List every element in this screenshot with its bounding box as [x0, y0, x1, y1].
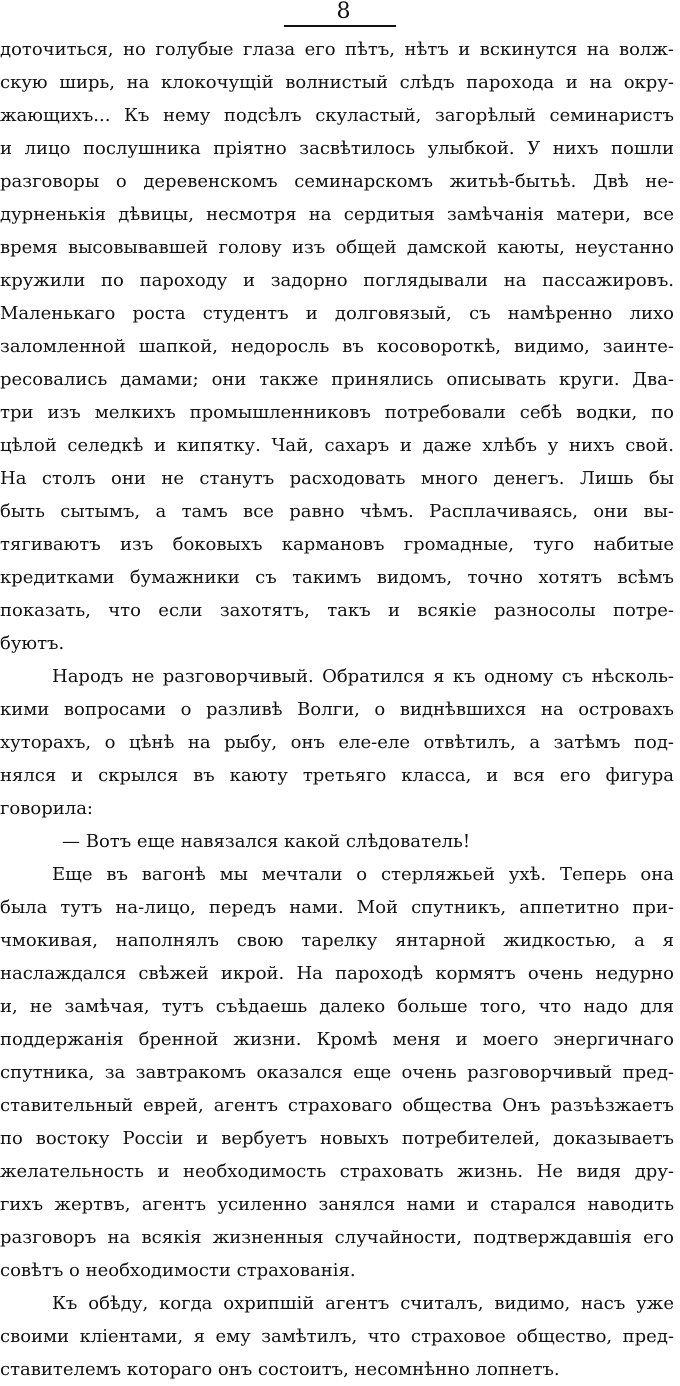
text-line: быть сытымъ, а тамъ все равно чѣмъ. Расплачиваясь, они вы-: [0, 501, 674, 522]
text-line: желательность и необходимость страховать жизнь. Не видя дру-: [0, 1161, 674, 1182]
text-line: и лицо послушника пріятно засвѣтилось улыбкой. У нихъ пошли: [0, 138, 674, 159]
text-line: совѣтъ о необходимости страхованія.: [0, 1260, 356, 1281]
text-line: кредитками бумажники съ такимъ видомъ, точно хотятъ всѣмъ: [0, 567, 674, 588]
text-line: кими вопросами о разливѣ Волги, о виднѣвшихся на островахъ: [0, 699, 674, 720]
text-line: гихъ жертвъ, агентъ усиленно занялся нами и старался наводить: [0, 1194, 674, 1215]
text-line: три изъ мелкихъ промышленниковъ потребовали себѣ водки, по: [0, 402, 674, 423]
text-line: ставительный еврей, агентъ страховаго общества Онъ разъѣзжаетъ: [0, 1095, 674, 1116]
page-number: 8: [336, 0, 352, 24]
text-line: цѣлой селедкѣ и кипятку. Чай, сахаръ и даже хлѣбъ у нихъ свой.: [0, 435, 674, 456]
header-rule: [284, 25, 396, 27]
text-line: Къ обѣду, когда охрипшій агентъ считалъ, видимо, насъ уже: [52, 1293, 674, 1314]
text-line: ставителемъ котораго онъ состоитъ, несомнѣнно лопнетъ.: [0, 1359, 560, 1380]
text-line: ресовались дамами; они также принялись описывать круги. Два-: [0, 369, 674, 390]
text-line: жающихъ... Къ нему подсѣлъ скуластый, загорѣлый семинаристъ: [0, 105, 674, 126]
body-text: [0, 33, 674, 1386]
text-line: тягиваютъ изъ боковыхъ кармановъ громадные, туго набитые: [0, 534, 674, 555]
text-line: и, не замѣчая, тутъ съѣдаешь далеко больше того, что надо для: [0, 996, 674, 1017]
text-line: дурненькія дѣвицы, несмотря на сердитыя замѣчанія матери, все: [0, 204, 674, 225]
text-line: Маленькаго роста студентъ и долговязый, съ намѣренно лихо: [0, 303, 674, 324]
text-line: кружили по пароходу и задорно поглядывали на пассажировъ.: [0, 270, 674, 291]
text-line: разговоръ на всякія жизненныя случайности, подтверждавшія его: [0, 1227, 674, 1248]
text-line: разговоры о деревенскомъ семинарскомъ житьѣ-бытьѣ. Двѣ не-: [0, 171, 674, 192]
text-line: Еще въ вагонѣ мы мечтали о стерляжьей ухѣ. Теперь она: [52, 864, 674, 885]
text-line: была тутъ на-лицо, передъ нами. Мой спутникъ, аппетитно при-: [0, 897, 674, 918]
text-line: поддержанія бренной жизни. Кромѣ меня и моего энергичнаго: [0, 1029, 674, 1050]
text-line: хуторахъ, о цѣнѣ на рыбу, онъ еле-еле отвѣтилъ, а затѣмъ под-: [0, 732, 674, 753]
dialogue-line: — Вотъ еще навязался какой слѣдователь!: [62, 831, 471, 852]
text-line: доточиться, но голубые глаза его пѣтъ, нѣтъ и вскинутся на волж-: [0, 39, 674, 60]
text-line: показать, что если захотятъ, такъ и всякіе разносолы потре-: [0, 600, 674, 621]
text-line: по востоку Россіи и вербуетъ новыхъ потребителей, доказываетъ: [0, 1128, 674, 1149]
text-line: скую ширь, на клокочущій волнистый слѣдъ парохода и на окру-: [0, 72, 674, 93]
text-line: своими кліентами, я ему замѣтилъ, что страховое общество, пред-: [0, 1326, 674, 1347]
text-line: время высовывавшей голову изъ общей дамской каюты, неустанно: [0, 237, 674, 258]
text-line: На столъ они не станутъ расходовать много денегъ. Лишь бы: [0, 468, 674, 489]
text-line: нялся и скрылся въ каюту третьяго класса, и вся его фигура: [0, 765, 674, 786]
text-line: Народъ не разговорчивый. Обратился я къ одному съ нѣсколь-: [52, 666, 674, 687]
text-line: буютъ.: [0, 633, 65, 654]
text-line: заломленной шапкой, недоросль въ косовороткѣ, видимо, заинте-: [0, 336, 674, 357]
text-line: чмокивая, наполнялъ свою тарелку янтарной жидкостью, а я: [0, 930, 674, 951]
text-line: наслаждался свѣжей икрой. На пароходѣ кормятъ очень недурно: [0, 963, 674, 984]
text-line: спутника, за завтракомъ оказался еще очень разговорчивый пред-: [0, 1062, 674, 1083]
text-line: говорила:: [0, 798, 93, 819]
